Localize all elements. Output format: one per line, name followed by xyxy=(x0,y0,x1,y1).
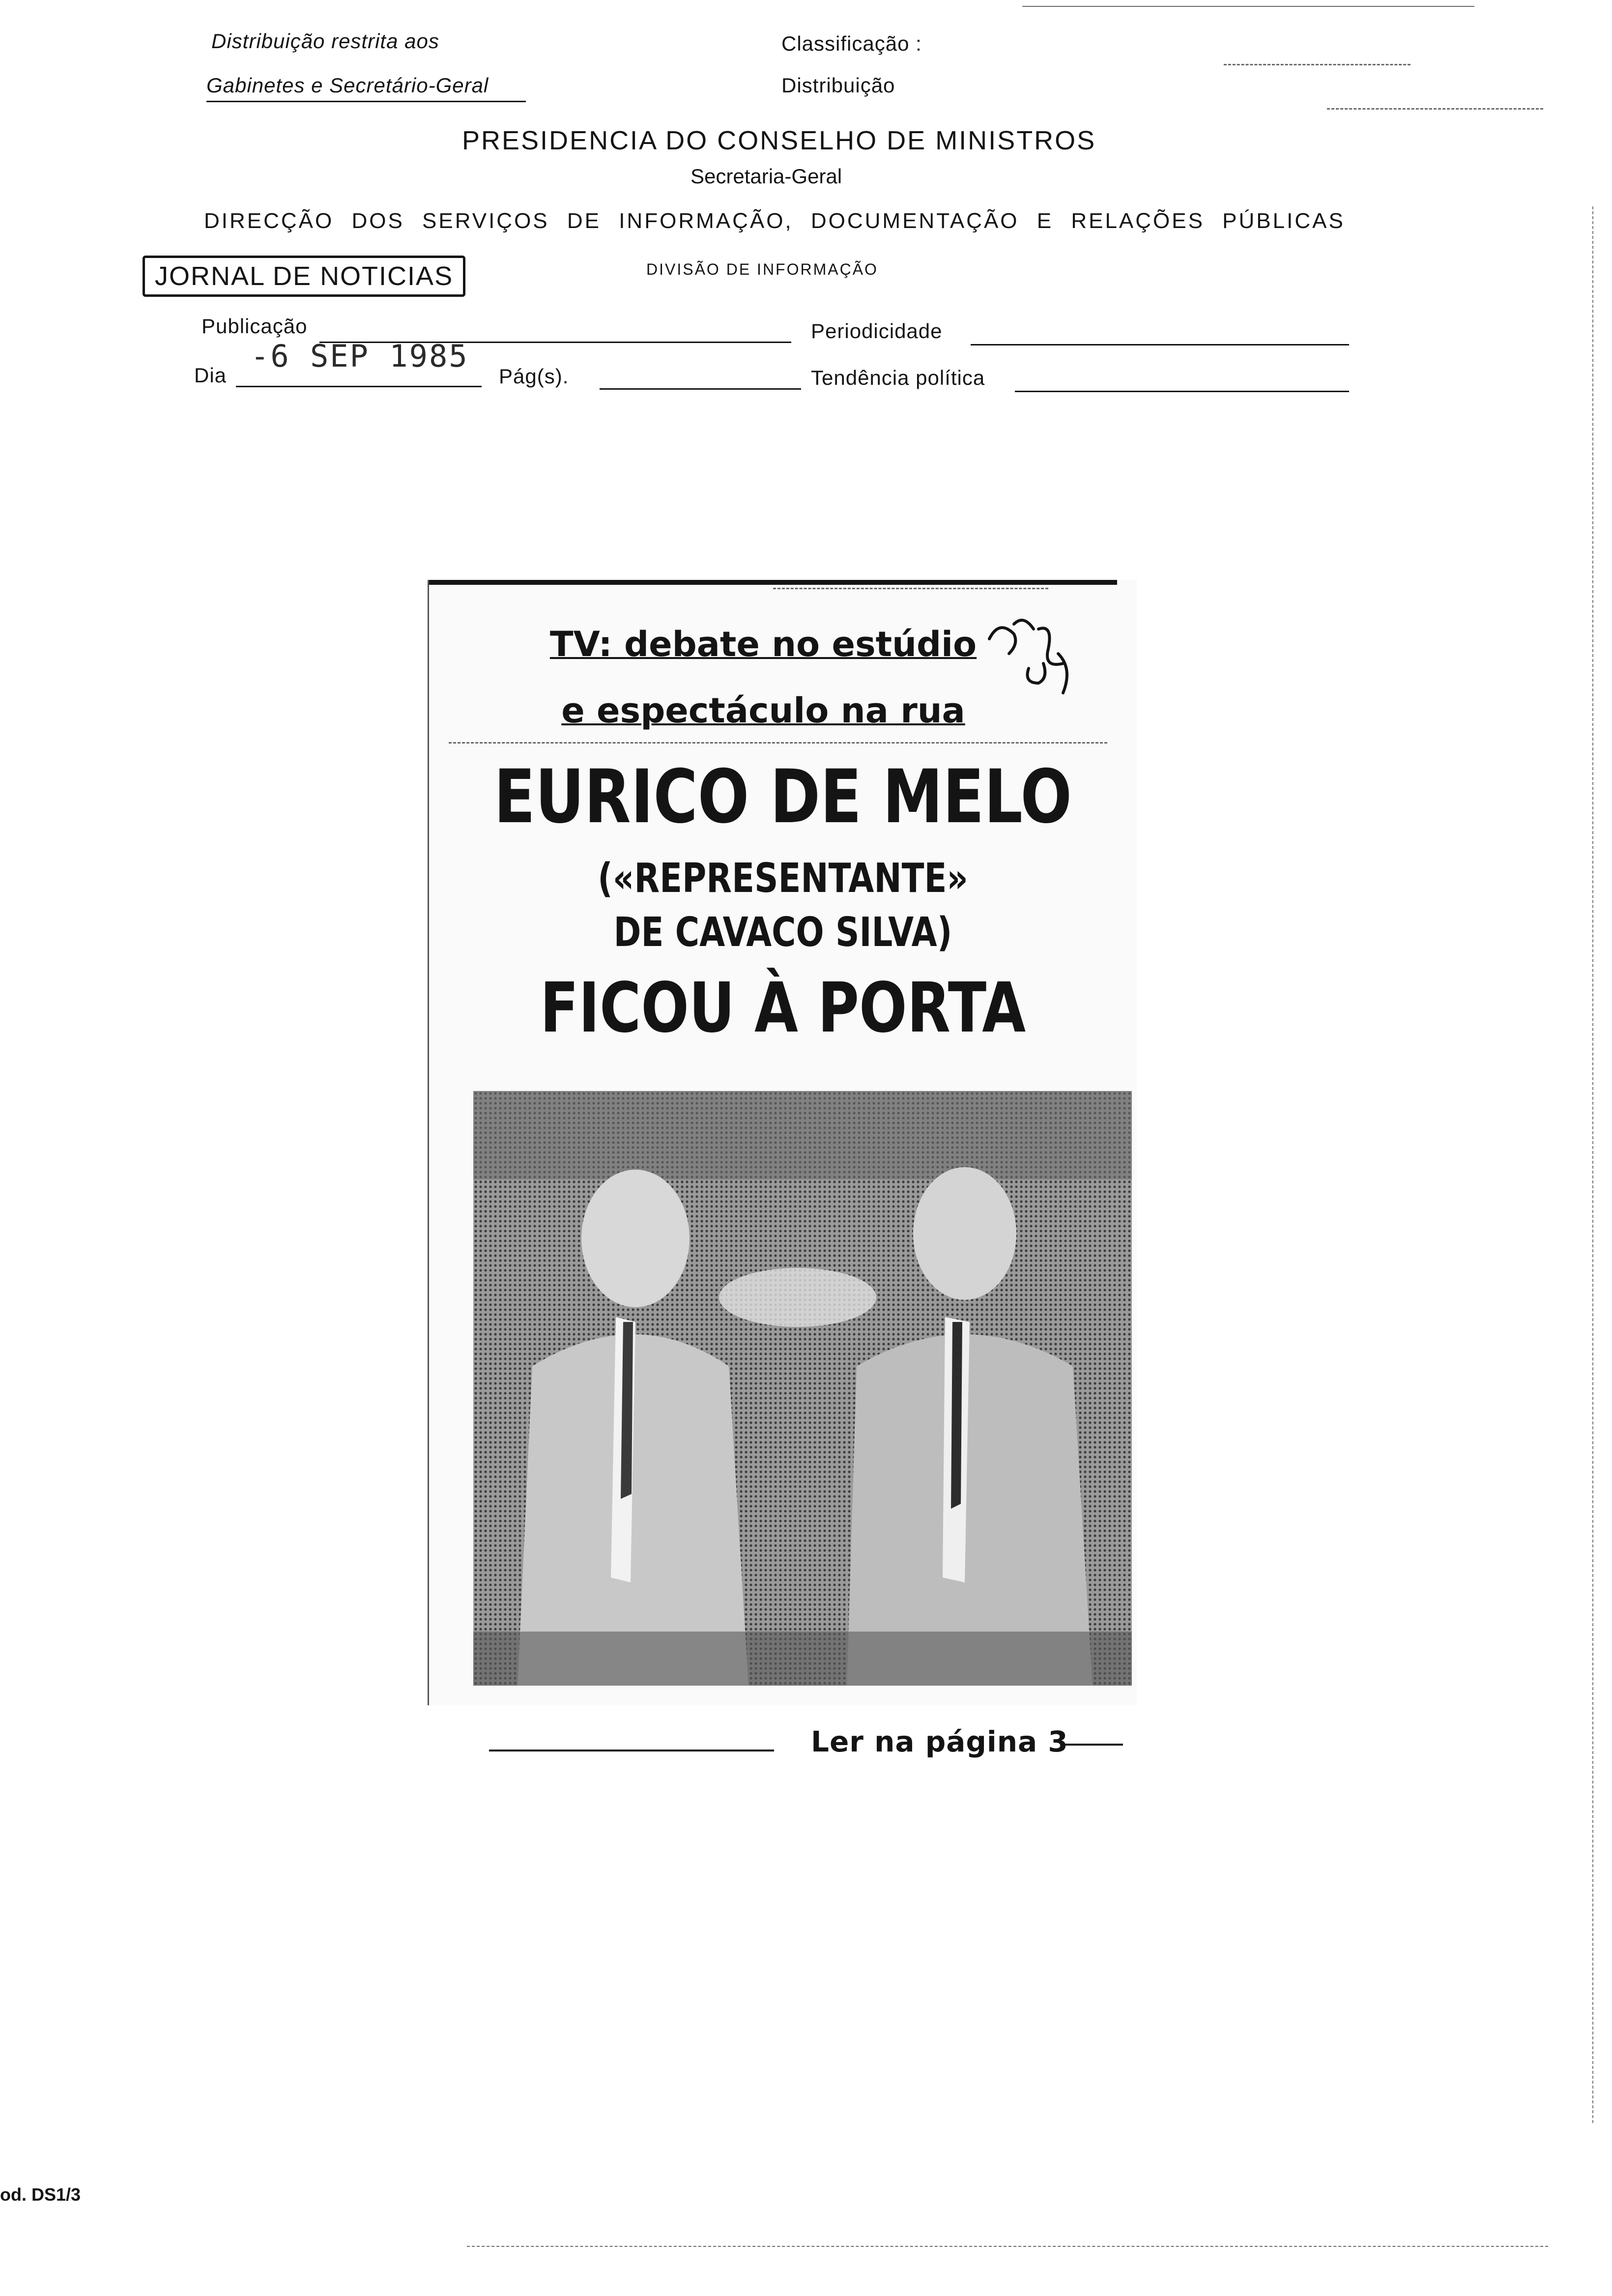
kicker-line-2: e espectáculo na rua xyxy=(561,690,965,731)
classification-label: Classificação : xyxy=(781,32,922,55)
day-field-line xyxy=(236,386,482,387)
pages-field-line xyxy=(600,388,801,390)
secretariat-title: Secretaria-Geral xyxy=(691,165,842,188)
distribution-line-2: Gabinetes e Secretário-Geral xyxy=(206,74,489,97)
headline-line-1: EURICO DE MELO xyxy=(494,754,1072,840)
clipping-noise xyxy=(449,742,1107,744)
publication-label: Publicação xyxy=(202,315,308,338)
pages-label: Pág(s). xyxy=(499,365,569,388)
newspaper-clipping xyxy=(428,580,1137,1705)
distribution-line-1: Distribuição restrita aos xyxy=(211,29,439,53)
read-more-rule-right xyxy=(1064,1744,1123,1746)
institution-title: PRESIDENCIA DO CONSELHO DE MINISTROS xyxy=(462,126,1096,155)
headline-line-3: DE CAVACO SILVA) xyxy=(613,909,952,956)
headline-line-4: FICOU À PORTA xyxy=(540,968,1026,1048)
kicker-line-1: TV: debate no estúdio xyxy=(549,624,977,664)
scan-edge-mark xyxy=(1592,206,1593,2123)
top-edge-mark xyxy=(1022,6,1474,7)
division-title: DIVISÃO DE INFORMAÇÃO xyxy=(646,260,878,278)
directorate-title: DIRECÇÃO DOS SERVIÇOS DE INFORMAÇÃO, DOCUMENTAÇÃO E RELAÇÕES PÚBLICAS xyxy=(204,209,1345,233)
newspaper-stamp: JORNAL DE NOTICIAS xyxy=(143,256,465,297)
date-stamp: -6 SEP 1985 xyxy=(251,338,469,374)
press-photo xyxy=(473,1091,1132,1686)
scan-mark xyxy=(1327,108,1543,110)
day-label: Dia xyxy=(194,364,227,387)
scan-mark xyxy=(1224,64,1410,65)
read-more-rule-left xyxy=(489,1750,774,1751)
periodicity-label: Periodicidade xyxy=(811,319,943,343)
two-men-photo-image xyxy=(473,1091,1132,1686)
political-tendency-label: Tendência política xyxy=(811,366,985,389)
scan-bottom-mark xyxy=(467,2246,1548,2247)
handwritten-annotation-icon xyxy=(979,609,1078,708)
clipping-top-rule xyxy=(429,580,1117,585)
distribution-label: Distribuição xyxy=(781,74,895,97)
read-more-text: Ler na página 3 xyxy=(811,1725,1068,1758)
headline-line-2: («REPRESENTANTE» xyxy=(598,855,968,902)
form-code: od. DS1/3 xyxy=(0,2184,81,2205)
clipping-noise xyxy=(773,588,1048,589)
periodicity-field-line xyxy=(971,344,1349,345)
distribution-underline xyxy=(206,101,526,102)
political-tendency-field-line xyxy=(1015,391,1349,392)
